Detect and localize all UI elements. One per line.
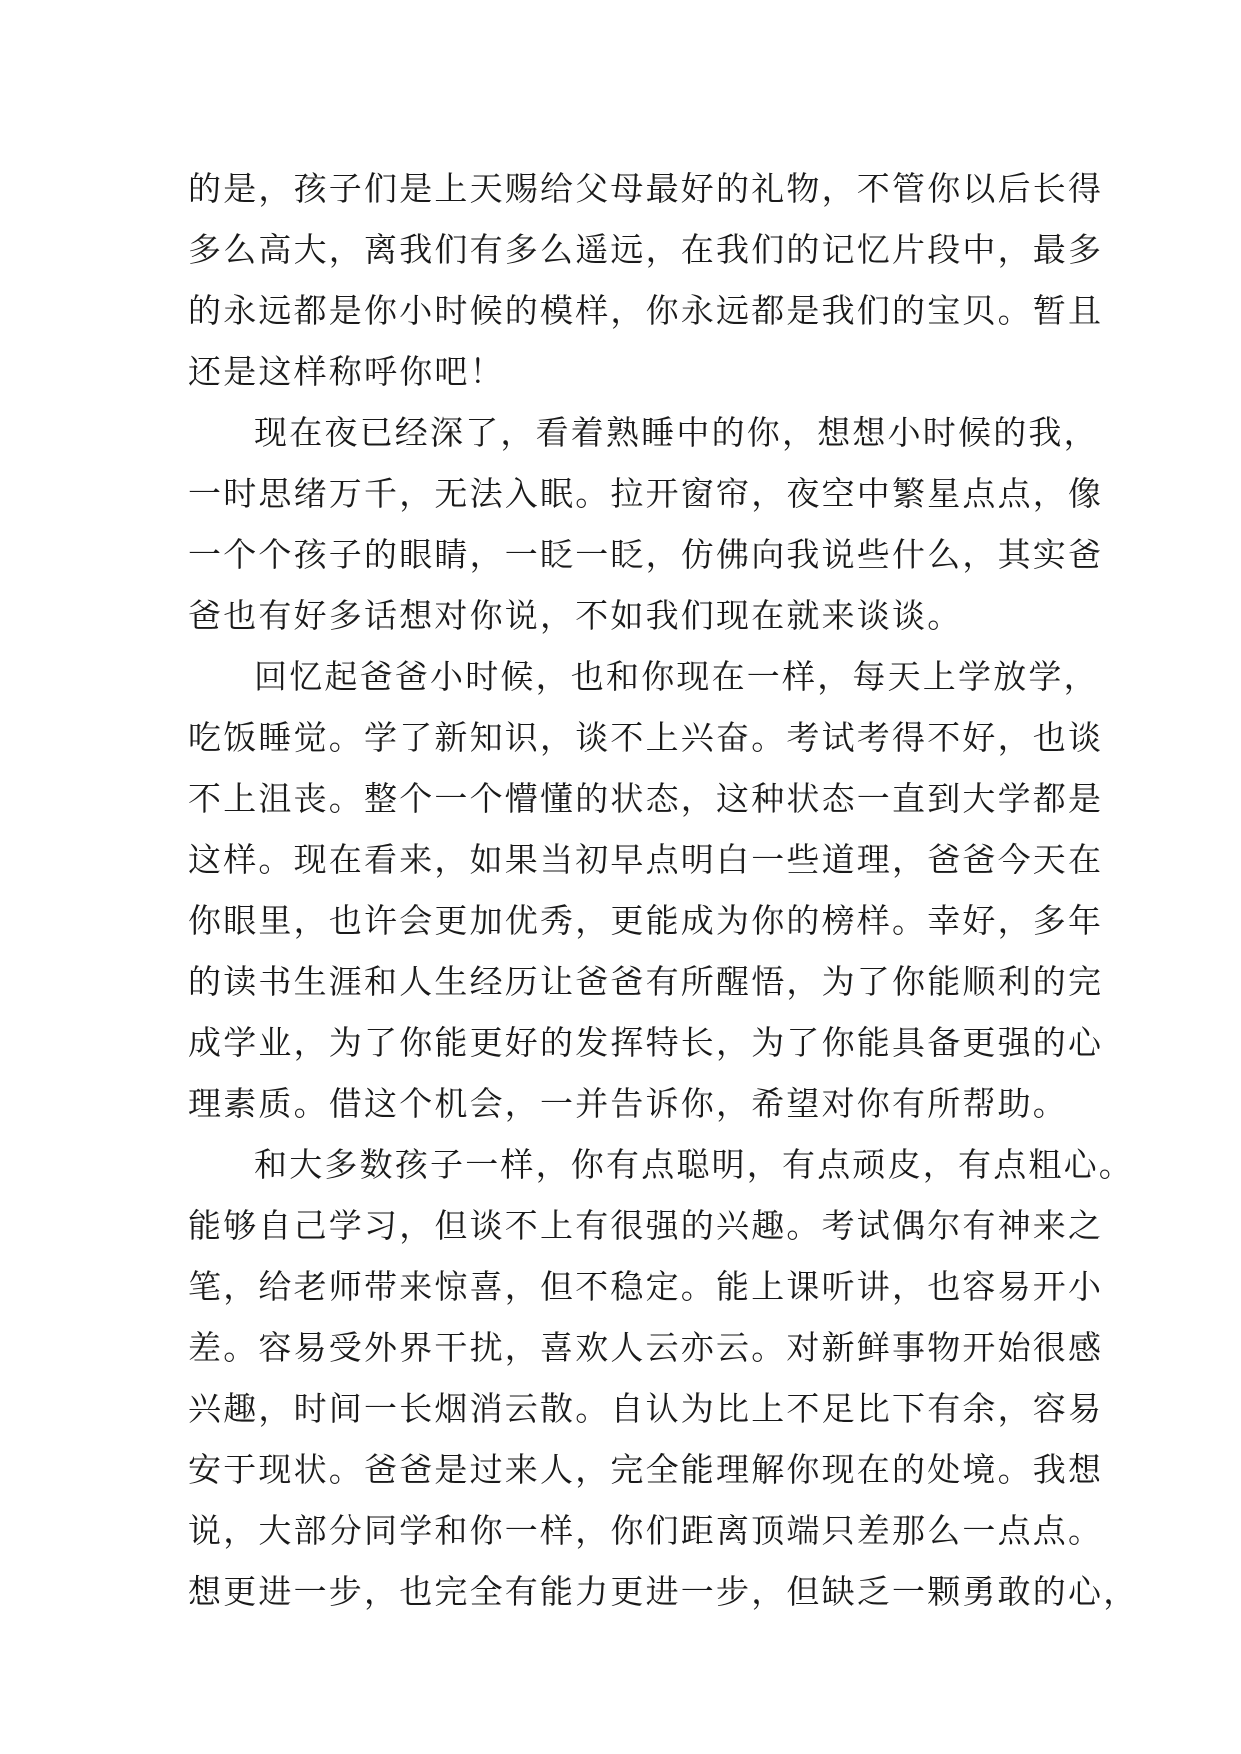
text-line: 说，大部分同学和你一样，你们距离顶端只差那么一点点。 xyxy=(188,1511,1104,1550)
text-line: 笔，给老师带来惊喜，但不稳定。能上课听讲，也容易开小 xyxy=(188,1267,1104,1306)
paragraph-start-line: 回忆起爸爸小时候，也和你现在一样，每天上学放学， xyxy=(254,657,1099,696)
text-line: 能够自己学习，但谈不上有很强的兴趣。考试偶尔有神来之 xyxy=(188,1206,1104,1245)
text-line: 多么高大，离我们有多么遥远，在我们的记忆片段中，最多 xyxy=(188,230,1104,269)
text-line: 兴趣，时间一长烟消云散。自认为比上不足比下有余，容易 xyxy=(188,1389,1104,1428)
text-line: 不上沮丧。整个一个懵懂的状态，这种状态一直到大学都是 xyxy=(188,779,1104,818)
text-line: 爸也有好多话想对你说，不如我们现在就来谈谈。 xyxy=(188,596,963,635)
text-line: 一个个孩子的眼睛，一眨一眨，仿佛向我说些什么，其实爸 xyxy=(188,535,1104,574)
text-line: 安于现状。爸爸是过来人，完全能理解你现在的处境。我想 xyxy=(188,1450,1104,1489)
text-line: 的永远都是你小时候的模样，你永远都是我们的宝贝。暂且 xyxy=(188,291,1104,330)
text-line: 你眼里，也许会更加优秀，更能成为你的榜样。幸好，多年 xyxy=(188,901,1104,940)
text-line: 这样。现在看来，如果当初早点明白一些道理，爸爸今天在 xyxy=(188,840,1104,879)
body-text xyxy=(188,158,1139,1622)
paragraph-start-line: 和大多数孩子一样，你有点聪明，有点顽皮，有点粗心。 xyxy=(254,1145,1134,1184)
text-line: 成学业，为了你能更好的发挥特长，为了你能具备更强的心 xyxy=(188,1023,1104,1062)
paragraph-start-line: 现在夜已经深了，看着熟睡中的你，想想小时候的我， xyxy=(254,413,1099,452)
text-line: 的读书生涯和人生经历让爸爸有所醒悟，为了你能顺利的完 xyxy=(188,962,1104,1001)
text-line: 的是，孩子们是上天赐给父母最好的礼物，不管你以后长得 xyxy=(188,169,1104,208)
text-line: 理素质。借这个机会，一并告诉你，希望对你有所帮助。 xyxy=(188,1084,1068,1123)
text-line: 想更进一步，也完全有能力更进一步，但缺乏一颗勇敢的心， xyxy=(188,1572,1139,1611)
text-line: 差。容易受外界干扰，喜欢人云亦云。对新鲜事物开始很感 xyxy=(188,1328,1104,1367)
text-line: 还是这样称呼你吧！ xyxy=(188,352,505,391)
text-line: 吃饭睡觉。学了新知识，谈不上兴奋。考试考得不好，也谈 xyxy=(188,718,1104,757)
text-line: 一时思绪万千，无法入眠。拉开窗帘，夜空中繁星点点，像 xyxy=(188,474,1104,513)
